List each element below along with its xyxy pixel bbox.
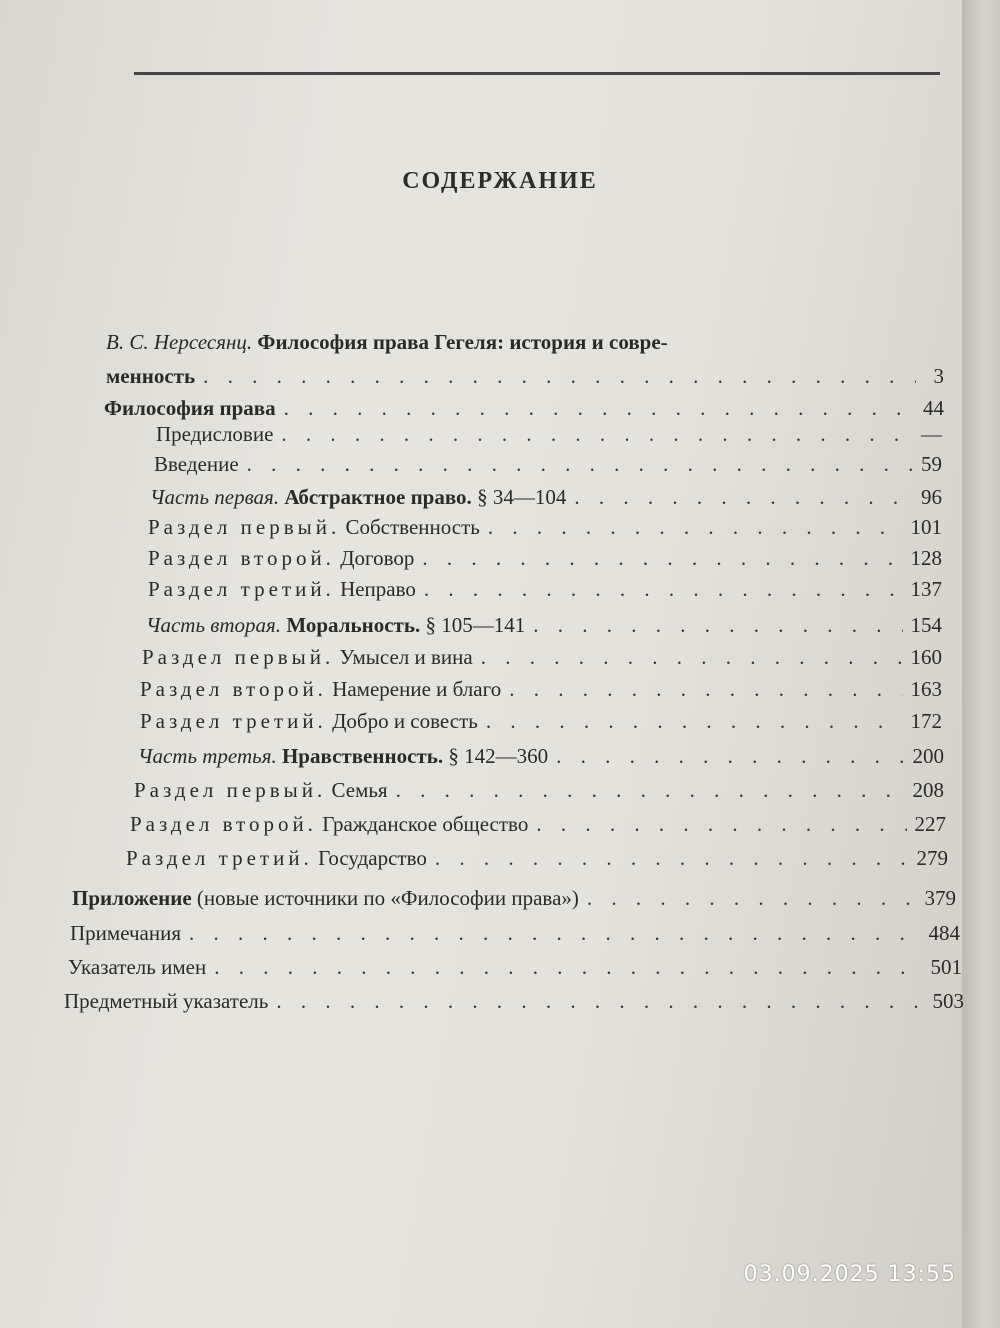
leader-dots xyxy=(533,613,902,638)
toc-label xyxy=(148,546,414,571)
toc-entry-subject-index xyxy=(64,989,964,1014)
toc-label: Философия права xyxy=(104,396,276,420)
toc-entry-part1-section3 xyxy=(148,577,942,602)
toc-label xyxy=(140,709,478,734)
page-number: 379 xyxy=(924,886,956,910)
section-title: Добро и совесть xyxy=(332,709,478,733)
leader-dots xyxy=(486,709,903,734)
part-prefix: Часть вторая. xyxy=(146,613,282,637)
part-prefix: Часть третья. xyxy=(138,744,277,768)
page-number: 3 xyxy=(933,364,944,388)
toc-entry-intro xyxy=(106,364,944,389)
toc-label: Примечания xyxy=(70,921,182,945)
page-title: СОДЕРЖАНИЕ xyxy=(402,168,598,194)
toc-entry-part2-section1 xyxy=(142,645,942,670)
toc-entry-part3-section3 xyxy=(126,846,948,871)
toc-label: Предисловие xyxy=(156,422,274,446)
page-number: 501 xyxy=(930,955,962,979)
page-number: 503 xyxy=(932,989,964,1013)
page-number: 484 xyxy=(928,921,960,945)
toc-entry-part1-section2 xyxy=(148,546,942,571)
page-number: 154 xyxy=(910,613,942,637)
page-number: — xyxy=(921,422,942,446)
page-edge xyxy=(962,0,1000,1328)
toc-entry-main xyxy=(104,396,944,421)
page-number: 101 xyxy=(910,515,942,539)
leader-dots xyxy=(284,396,915,421)
page-number: 137 xyxy=(910,577,942,601)
page-number: 96 xyxy=(921,485,942,509)
toc-label xyxy=(130,812,528,837)
toc-entry-part3 xyxy=(138,744,944,769)
intro-author: В. С. Нерсесянц. xyxy=(106,330,253,354)
toc-label xyxy=(142,645,473,670)
part-title: Нравственность. xyxy=(281,744,444,768)
toc-label xyxy=(134,778,388,803)
part-range: § 105—141 xyxy=(425,613,526,637)
toc-label: Указатель имен xyxy=(68,955,207,979)
section-title: Гражданское общество xyxy=(322,812,529,836)
leader-dots xyxy=(509,677,902,702)
toc-entry-intro-line1 xyxy=(106,330,668,355)
section-prefix: Раздел первый. xyxy=(142,645,335,669)
header-rule xyxy=(134,72,940,75)
toc-label xyxy=(126,846,427,871)
part-range: § 142—360 xyxy=(448,744,549,768)
leader-dots xyxy=(247,452,913,477)
section-title: Договор xyxy=(340,546,415,570)
leader-dots xyxy=(481,645,903,670)
toc-entry-preface xyxy=(156,422,942,447)
toc-entry-notes xyxy=(70,921,960,946)
toc-label xyxy=(150,485,566,510)
intro-title-cont: менность xyxy=(106,364,196,388)
toc-entry-part1 xyxy=(150,485,942,510)
section-prefix: Раздел третий. xyxy=(148,577,335,601)
section-prefix: Раздел второй. xyxy=(130,812,317,836)
toc-label xyxy=(146,613,525,638)
section-prefix: Раздел первый. xyxy=(134,778,327,802)
section-title: Семья xyxy=(331,778,388,802)
toc-label xyxy=(148,577,416,602)
leader-dots xyxy=(435,846,909,871)
leader-dots xyxy=(281,422,913,447)
page-number: 44 xyxy=(923,396,944,420)
leader-dots xyxy=(276,989,924,1014)
toc-entry-introduction xyxy=(154,452,942,477)
section-prefix: Раздел третий. xyxy=(140,709,327,733)
toc-label xyxy=(148,515,480,540)
toc-entry-names-index xyxy=(68,955,962,980)
page-number: 59 xyxy=(921,452,942,476)
toc-entry-part2-section2 xyxy=(140,677,942,702)
part-range: § 34—104 xyxy=(477,485,567,509)
section-prefix: Раздел первый. xyxy=(148,515,341,539)
section-prefix: Раздел второй. xyxy=(140,677,327,701)
section-title: Государство xyxy=(318,846,427,870)
intro-title: Философия права Гегеля: история и совре- xyxy=(257,330,668,354)
appendix-label: Приложение xyxy=(72,886,192,910)
part-prefix: Часть первая. xyxy=(150,485,280,509)
toc-label xyxy=(72,886,579,911)
toc-entry-part3-section1 xyxy=(134,778,944,803)
part-title: Абстрактное право. xyxy=(284,485,472,509)
toc-entry-appendix xyxy=(72,886,956,911)
leader-dots xyxy=(556,744,904,769)
part-title: Моральность. xyxy=(286,613,421,637)
photo-timestamp: 03.09.2025 13:55 xyxy=(743,1262,956,1287)
section-title: Собственность xyxy=(345,515,480,539)
appendix-note: (новые источники по «Философии права») xyxy=(196,886,579,910)
section-prefix: Раздел третий. xyxy=(126,846,313,870)
page-number: 208 xyxy=(912,778,944,802)
page-number: 200 xyxy=(912,744,944,768)
leader-dots xyxy=(396,778,905,803)
toc-entry-part3-section2 xyxy=(130,812,946,837)
page-number: 227 xyxy=(914,812,946,836)
toc-label xyxy=(140,677,501,702)
page-number: 163 xyxy=(910,677,942,701)
leader-dots xyxy=(424,577,903,602)
toc-entry-part1-section1 xyxy=(148,515,942,540)
page-number: 279 xyxy=(916,846,948,870)
page-number: 172 xyxy=(910,709,942,733)
page-number: 128 xyxy=(910,546,942,570)
section-title: Умысел и вина xyxy=(339,645,473,669)
leader-dots xyxy=(214,955,922,980)
toc-label: Введение xyxy=(154,452,239,476)
leader-dots xyxy=(422,546,902,571)
leader-dots xyxy=(189,921,920,946)
leader-dots xyxy=(574,485,913,510)
leader-dots xyxy=(488,515,903,540)
section-title: Намерение и благо xyxy=(332,677,502,701)
toc-entry-part2 xyxy=(146,613,942,638)
toc-label xyxy=(138,744,548,769)
toc-entry-part2-section3 xyxy=(140,709,942,734)
leader-dots xyxy=(536,812,906,837)
page-number: 160 xyxy=(910,645,942,669)
section-prefix: Раздел второй. xyxy=(148,546,335,570)
section-title: Неправо xyxy=(340,577,416,601)
toc-label: Предметный указатель xyxy=(64,989,269,1013)
leader-dots xyxy=(587,886,917,911)
leader-dots xyxy=(203,364,916,389)
